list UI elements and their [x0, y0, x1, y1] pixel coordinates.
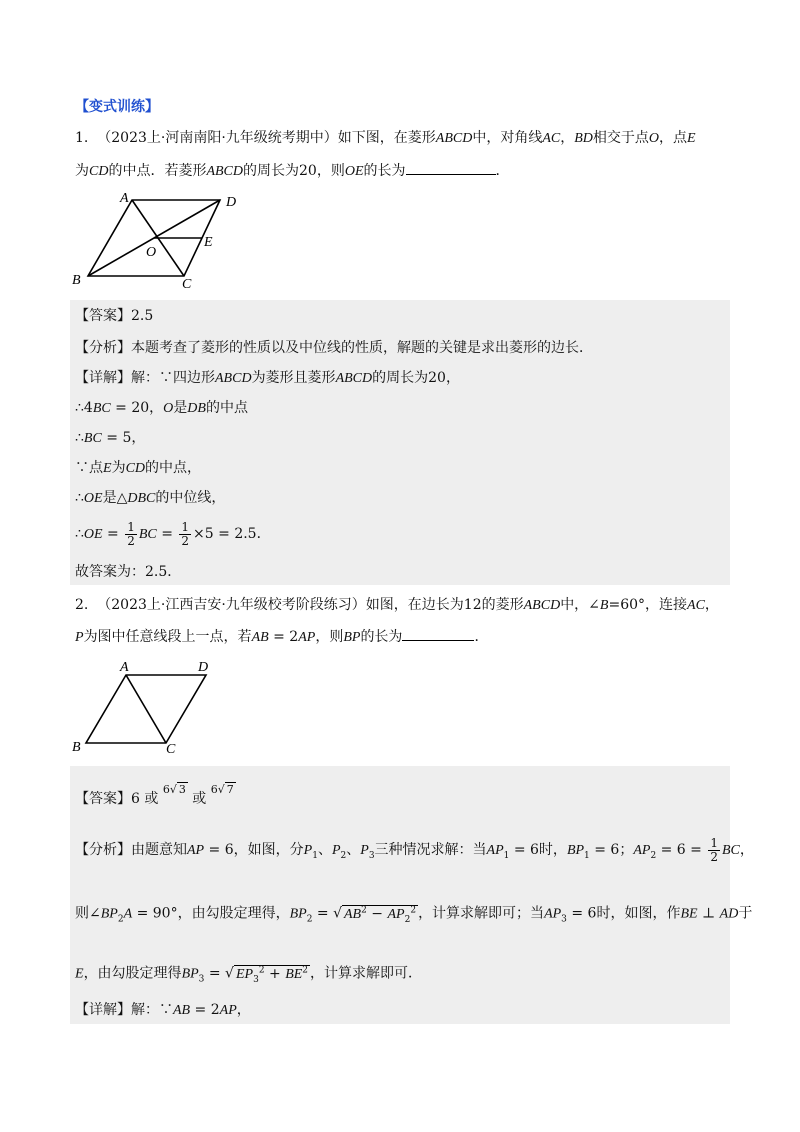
section-heading: 【变式训练】 — [75, 99, 159, 115]
q2-analysis-1: 【分析】由题意知AP = 6，如图，分$P_1$、$P_2$、$P_3$三种情况求解：当$AP_1 = 6$时，$BP_1 = 6$；$AP_2 = 6$ = $\frac{1}{2}$ BC， — [75, 835, 754, 864]
q2-line2: P为图中任意线段上一点，若AB = 2AP，则BP的长为 ． — [75, 626, 488, 648]
q1-final-answer: 故答案为：2.5． — [75, 564, 182, 580]
q1-label-a: A — [120, 191, 129, 206]
q1-detail-4: ∵点E为CD的中点， — [75, 460, 202, 476]
q1-label-c: C — [182, 277, 192, 290]
fraction-half: $\frac{1}{2}$ — [181, 519, 190, 548]
q1-answer-blank — [406, 160, 496, 175]
q2-detail-1: 【详解】解：∵AB = 2AP， — [75, 1002, 251, 1018]
q1-label-o: O — [146, 245, 157, 260]
q2-analysis-3: E，由勾股定理得$BP_3$ = √ $EP_3^2 + BE^2$ ，计算求解即可． — [75, 965, 423, 985]
q2-diagonal-ac — [126, 675, 166, 743]
q1-line1: 1. （2023上·河南南阳·九年级统考期中）如下图，在菱形ABCD中，对角线AC，BD相交于点O，点E — [75, 130, 696, 146]
q1-label-b: B — [72, 273, 81, 288]
q2-label-d: D — [198, 660, 209, 675]
q1-analysis: 【分析】本题考查了菱形的性质以及中位线的性质，解题的关键是求出菱形的边长． — [75, 340, 593, 356]
q2-source: （2023上·江西吉安·九年级校考阶段练习） — [97, 597, 366, 613]
q1-label-e: E — [204, 235, 213, 250]
fraction-half: $\frac{1}{2}$ — [127, 519, 135, 548]
q1-source: （2023上·河南南阳·九年级统考期中） — [97, 130, 338, 146]
q1-rhombus-figure — [70, 190, 270, 290]
q1-detail-3: ∴BC = 5， — [75, 430, 146, 446]
q1-number: 1. — [75, 130, 89, 146]
q1-detail-5: ∴OE是△DBC的中位线， — [75, 490, 226, 506]
q2-answer: 【答案】6 或 $^{6√ 3}$ 或 $^{6√ 7}$ — [75, 783, 234, 807]
q1-detail-6: ∴OE = $\frac{1}{2}$ BC = $\frac{1}{2}$ ×5 = 2.5． — [75, 519, 271, 548]
q1-label-d: D — [226, 195, 237, 210]
q2-number: 2. — [75, 597, 89, 613]
q2-rhombus-figure — [70, 655, 240, 755]
fraction-half: $\frac{1}{2}$ — [710, 835, 718, 864]
q2-label-b: B — [72, 740, 81, 755]
q1-detail-1: 【详解】解：∵四边形ABCD为菱形且菱形ABCD的周长为20， — [75, 370, 460, 386]
q2-line1: 2. （2023上·江西吉安·九年级校考阶段练习）如图，在边长为12的菱形ABCD中，∠B=60°，连接AC， — [75, 597, 719, 613]
q1-line2: 为CD的中点．若菱形ABCD的周长为20，则OE的长为 ． — [75, 160, 510, 182]
q1-answer: 【答案】2.5 — [75, 308, 154, 324]
q2-answer-blank — [402, 626, 474, 641]
q2-label-a: A — [120, 660, 129, 675]
q2-analysis-2: 则$\angle BP_2A = 90^\circ$，由勾股定理得，$BP_2$ = √ $AB^2 - AP_2^2$ ，计算求解即可；当$AP_3 = 6$时，如图，作BE ⊥ AD于 — [75, 905, 753, 925]
q2-label-c: C — [166, 742, 176, 755]
q1-detail-2: ∴4BC = 20，O是DB的中点 — [75, 400, 248, 416]
q1-answer-value: 2.5 — [131, 308, 154, 324]
